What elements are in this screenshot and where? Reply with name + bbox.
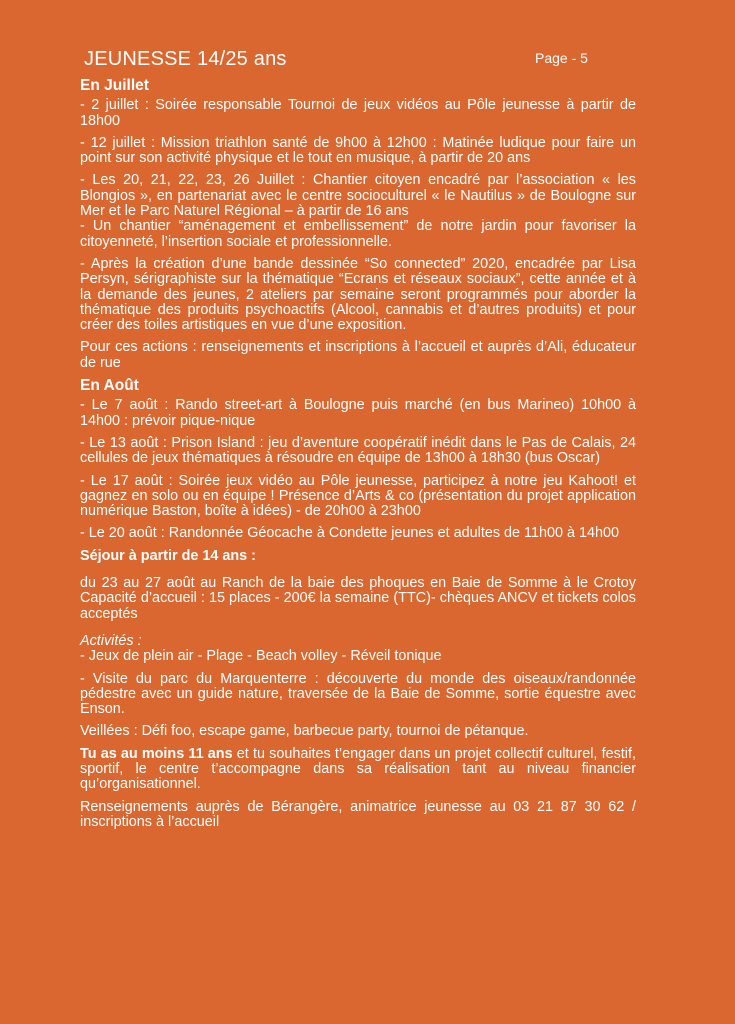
aout-item: - Le 13 août : Prison Island : jeu d’aventure coopératif inédit dans le Pas de Calais, 24 cellules de jeux thématiques à résoudre en équipe de 13h00 à 18h30 (bus Oscar): [80, 434, 636, 467]
page-title: JEUNESSE 14/25 ans: [84, 48, 287, 70]
projet-paragraph: [80, 747, 636, 793]
juillet-item: - Un chantier “aménagement et embellissement” de notre jardin pour favoriser la citoyenneté, l’insertion sociale et professionnelle.: [80, 218, 636, 250]
juillet-item: - Les 20, 21, 22, 23, 26 Juillet : Chantier citoyen encadré par l’association « les Blongios », en partenariat avec le centre socioculturel « le Nautilus » de Boulogne sur Mer et le Parc Naturel Régional – à partir de 16 ans: [80, 172, 636, 220]
activities-label: Activités :: [80, 632, 142, 649]
juillet-item: - 12 juillet : Mission triathlon santé de 9h00 à 12h00 : Matinée ludique pour faire un point sur son activité physique et le tout en musique, à partir de 20 ans: [80, 134, 636, 167]
main-content: [80, 78, 636, 837]
projet-text: et tu souhaites t’engager dans un projet collectif culturel, festif, sportif, le centre t’accompagne dans sa réalisation tant au niveau financier qu’organisationnel.: [80, 745, 636, 793]
section-heading-juillet: En Juillet: [80, 77, 149, 94]
page-number: Page - 5: [535, 50, 588, 66]
section-heading-aout: En Août: [80, 377, 139, 395]
veillees-item: Veillées : Défi foo, escape game, barbecue party, tournoi de pétanque.: [80, 723, 529, 740]
activities-list: - Jeux de plein air - Plage - Beach volley - Réveil tonique: [80, 648, 442, 665]
juillet-item: - Après la création d’une bande dessinée “So connected” 2020, encadrée par Lisa Persyn, sérigraphiste sur la thématique “Ecrans et réseaux sociaux”, cette année et à la demande des jeunes, 2 ateliers par semaine seront programmés pour aborder la thématique des produits psychoactifs (Alcool, cannabis et d’autres produits) et pour créer des toiles artistiques en vue d’une exposition.: [80, 255, 636, 334]
contact-paragraph: Renseignements auprès de Bérangère, animatrice jeunesse au 03 21 87 30 62 / inscriptions à l’accueil: [80, 798, 636, 830]
aout-item: - Le 7 août : Rando street-art à Boulogne puis marché (en bus Marineo) 10h00 à 14h00 : prévoir pique-nique: [80, 397, 636, 429]
sejour-heading: Séjour à partir de 14 ans :: [80, 547, 256, 564]
projet-lead: Tu as au moins 11 ans: [80, 745, 233, 762]
visite-item: - Visite du parc du Marquenterre : découverte du monde des oiseaux/randonnée pédestre avec un guide nature, traversée de la Baie de Somme, sortie équestre avec Enson.: [80, 670, 636, 718]
sejour-description: du 23 au 27 août au Ranch de la baie des phoques en Baie de Somme à le Crotoy Capacité d’accueil : 15 places - 200€ la semaine (TTC)- chèques ANCV et tickets colos acceptés: [80, 575, 636, 622]
aout-item: - Le 17 août : Soirée jeux vidéo au Pôle jeunesse, participez à notre jeu Kahoot! et gagnez en solo ou en équipe ! Présence d’Arts & co (présentation du projet application numérique Baston, boîte à idées) - de 20h00 à 23h00: [80, 472, 636, 520]
aout-item: - Le 20 août : Randonnée Géocache à Condette jeunes et adultes de 11h00 à 14h00: [80, 525, 620, 542]
juillet-contact: Pour ces actions : renseignements et inscriptions à l’accueil et auprès d’Ali, éducateur de rue: [80, 339, 636, 371]
juillet-item: - 2 juillet : Soirée responsable Tournoi de jeux vidéos au Pôle jeunesse à partir de 18h00: [80, 97, 636, 129]
